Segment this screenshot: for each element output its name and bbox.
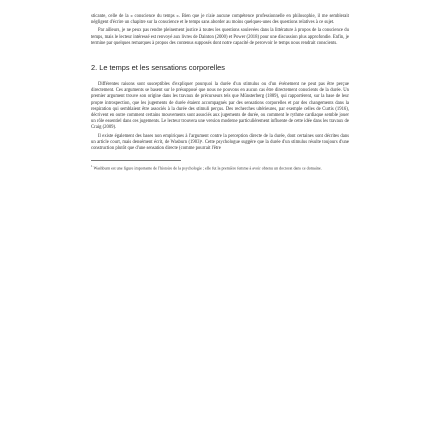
section-heading: 2. Le temps et les sensations corporelles: [91, 63, 225, 73]
footnote-divider: [91, 160, 181, 161]
section-paragraph-2: Il existe également des bases non empiriques à l'argument contre la perception directe de la durée, dont certaines sont décrites dans un article court, mais densément écrit, de Wasburn (1903)¹. Cette psychologue suggère que la durée d'un stimulus résulte toujours d'une construction plutôt que d'une sensation directe (comme pourrait l'être: [91, 133, 349, 152]
footnote: [91, 164, 349, 171]
footnote-text: Washburn est une figure importante de l'histoire de la psychologie ; elle fut la première femme à avoir obtenu un doctorat dans ce domaine.: [93, 165, 322, 171]
intro-paragraph-1: sticante, celle de la « conscience du temps ». Bien que je n'aie aucune compétence professionnelle en philosophie, il me semblerait négligent d'écrire un chapitre sur la conscience et le temps sans aborder au moins quelques-unes des questions relatives à ce sujet.: [91, 14, 349, 26]
section-paragraph-1: Différentes raisons sont susceptibles d'expliquer pourquoi la durée d'un stimulus ou d'un événement ne peut pas être perçue directement. Ces arguments se basent sur le présupposé que nous ne pouvons en aucun cas être directement conscients de la durée. Un premier argument trouve son origine dans les travaux de précurseurs tels que Münsterberg (1889), qui rapportèrent, sur la base de leur propre introspection, que les jugements de durée étaient accompagnés par des sensations corporelles et par des changements dans la respiration qui semblaient être associés à la durée des stimuli perçus. Des recherches ultérieures, par exemple celles de Curtis (1916), décrivent en outre comment certains mouvements sont associés aux jugements de durée, ou comment le rythme cardiaque semble jouer un rôle essentiel dans ces jugements. Le lecteur trouvera une version moderne particulièrement influente de cette idée dans les travaux de Craig (2009).: [91, 82, 349, 131]
footnote-number: 1: [91, 164, 93, 169]
intro-paragraph-2: Par ailleurs, je ne peux pas rendre pleinement justice à toutes les questions soulevées dans la littérature à propos de la conscience du temps, mais le lecteur intéressé est renvoyé aux livres de Dainton (2000) et Power (2018) pour une discussion plus approfondie. Enfin, je termine par quelques remarques à propos des contenus supposés dont notre capacité de percevoir le temps nous rendrait conscients.: [91, 28, 349, 46]
